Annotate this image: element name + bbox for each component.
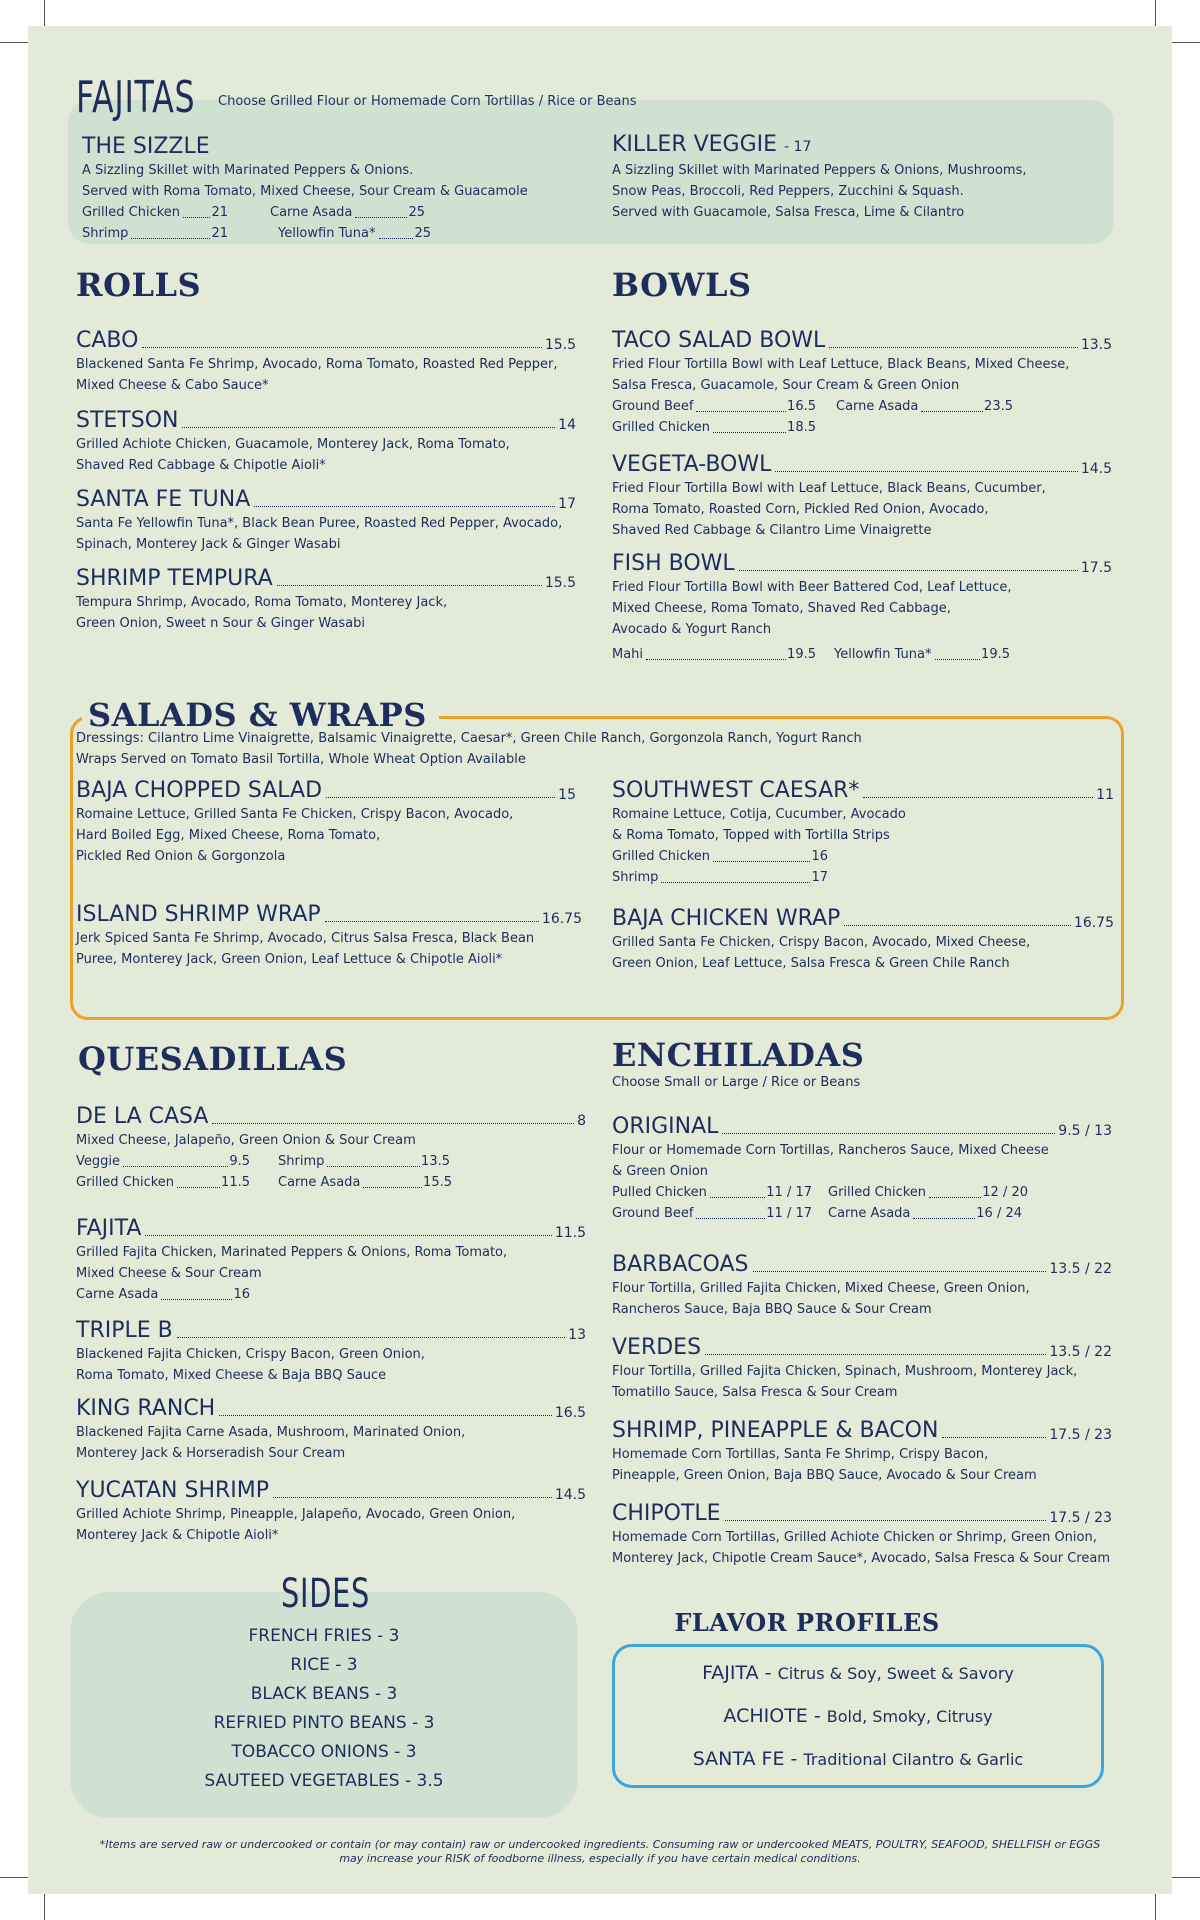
item-price: 13 — [568, 1327, 586, 1343]
item-name: SOUTHWEST CAESAR* — [612, 778, 860, 803]
flavor-item: SANTA FE - Traditional Cilantro & Garlic — [692, 1748, 1024, 1770]
option-row — [612, 846, 1114, 867]
item-description: Shaved Red Cabbage & Cilantro Lime Vinaigrette — [612, 523, 932, 538]
menu-item-king-ranch — [76, 1396, 586, 1464]
item-description: A Sizzling Skillet with Marinated Peppers & Onions, Mushrooms, — [612, 163, 1027, 178]
item-description: Monterey Jack, Chipotle Cream Sauce*, Avocado, Salsa Fresca & Sour Cream — [612, 1551, 1110, 1566]
item-description: Romaine Lettuce, Grilled Santa Fe Chicken, Crispy Bacon, Avocado, — [76, 807, 514, 822]
flavor-item: ACHIOTE - Bold, Smoky, Citrusy — [723, 1705, 993, 1727]
sides-list — [70, 1622, 578, 1796]
item-name: CABO — [76, 328, 139, 353]
item-description: & Roma Tomato, Topped with Tortilla Strips — [612, 828, 890, 843]
item-description: Served with Guacamole, Salsa Fresca, Lime & Cilantro — [612, 205, 965, 220]
item-description: Grilled Fajita Chicken, Marinated Peppers & Onions, Roma Tomato, — [76, 1245, 508, 1260]
option: Grilled Chicken 18.5 — [612, 420, 816, 435]
side-item: REFRIED PINTO BEANS - 3 — [213, 1713, 435, 1733]
item-price: 17.5 / 23 — [1049, 1510, 1112, 1526]
item-description: Homemade Corn Tortillas, Grilled Achiote Chicken or Shrimp, Green Onion, — [612, 1530, 1097, 1545]
item-price: 13.5 — [1080, 337, 1112, 353]
crop-mark — [44, 0, 45, 26]
item-description: Jerk Spiced Santa Fe Shrimp, Avocado, Citrus Salsa Fresca, Black Bean — [76, 931, 535, 946]
item-price: 17.5 / 23 — [1049, 1427, 1112, 1443]
salads-title: SALADS & WRAPS — [82, 696, 439, 734]
menu-item-de-la-casa — [76, 1104, 586, 1193]
item-description: Grilled Santa Fe Chicken, Crispy Bacon, Avocado, Mixed Cheese, — [612, 935, 1031, 950]
item-description: Roma Tomato, Roasted Corn, Pickled Red Onion, Avocado, — [612, 502, 989, 517]
item-description: Grilled Achiote Chicken, Guacamole, Monterey Jack, Roma Tomato, — [76, 437, 510, 452]
item-name: ISLAND SHRIMP WRAP — [76, 902, 321, 927]
menu-item-verdes — [612, 1335, 1112, 1403]
item-description: Roma Tomato, Mixed Cheese & Baja BBQ Sauce — [76, 1368, 387, 1383]
crop-mark — [1155, 0, 1156, 26]
item-name: STETSON — [76, 408, 179, 433]
crop-mark — [1172, 1877, 1200, 1878]
side-item: SAUTEED VEGETABLES - 3.5 — [204, 1771, 444, 1791]
option: Shrimp 21 — [82, 226, 228, 241]
fajitas-subtitle: Choose Grilled Flour or Homemade Corn Tortillas / Rice or Beans — [218, 94, 637, 109]
item-description: Blackened Fajita Chicken, Crispy Bacon, Green Onion, — [76, 1347, 425, 1362]
item-description: Served with Roma Tomato, Mixed Cheese, Sour Cream & Guacamole — [82, 184, 528, 199]
menu-item-chipotle — [612, 1501, 1112, 1569]
item-description: & Green Onion — [612, 1164, 709, 1179]
option: Pulled Chicken 11 / 17 — [612, 1185, 812, 1200]
item-name: TACO SALAD BOWL — [612, 328, 826, 353]
item-name: FAJITA — [76, 1216, 142, 1241]
item-name: VEGETA-BOWL — [612, 452, 772, 477]
option-row — [76, 1284, 586, 1305]
menu-item-baja-chopped-salad — [76, 778, 576, 867]
item-name: SHRIMP TEMPURA — [76, 566, 273, 591]
item-description: Mixed Cheese & Sour Cream — [76, 1266, 262, 1281]
option-row — [612, 1182, 1112, 1203]
menu-item-shrimp-tempura — [76, 566, 576, 634]
item-description: Santa Fe Yellowfin Tuna*, Black Bean Puree, Roasted Red Pepper, Avocado, — [76, 516, 563, 531]
item-price: 15.5 — [544, 575, 576, 591]
item-name: KILLER VEGGIE - 17 — [612, 132, 812, 157]
item-description: Pickled Red Onion & Gorgonzola — [76, 849, 286, 864]
item-name: SHRIMP, PINEAPPLE & BACON — [612, 1418, 939, 1443]
salads-note: Dressings: Cilantro Lime Vinaigrette, Balsamic Vinaigrette, Caesar*, Green Chile Ranch, Gorgonzola Ranch, Yogurt Ranch — [76, 731, 862, 746]
item-description: Mixed Cheese, Jalapeño, Green Onion & Sour Cream — [76, 1133, 416, 1148]
item-name: YUCATAN SHRIMP — [76, 1478, 270, 1503]
item-price: 14.5 — [1080, 461, 1112, 477]
item-name: BAJA CHICKEN WRAP — [612, 906, 841, 931]
side-item: RICE - 3 — [290, 1655, 358, 1675]
option: Yellowfin Tuna* 19.5 — [834, 647, 1010, 662]
menu-item-shrimp-pineapple-bacon — [612, 1418, 1112, 1486]
item-price: 11 — [1096, 787, 1114, 803]
option-row — [612, 867, 1114, 888]
item-name: ORIGINAL — [612, 1114, 719, 1139]
crop-mark — [44, 1894, 45, 1920]
enchiladas-title: ENCHILADAS — [612, 1036, 865, 1074]
item-description: Fried Flour Tortilla Bowl with Beer Battered Cod, Leaf Lettuce, — [612, 580, 1012, 595]
menu-item-vegeta-bowl — [612, 452, 1112, 541]
item-price: 13.5 / 22 — [1049, 1344, 1112, 1360]
item-description: Salsa Fresca, Guacamole, Sour Cream & Green Onion — [612, 378, 960, 393]
side-item: BLACK BEANS - 3 — [250, 1684, 398, 1704]
item-description: Shaved Red Cabbage & Chipotle Aioli* — [76, 458, 326, 473]
item-description: Mixed Cheese, Roma Tomato, Shaved Red Cabbage, — [612, 601, 951, 616]
item-description: Green Onion, Leaf Lettuce, Salsa Fresca & Green Chile Ranch — [612, 956, 1010, 971]
fajitas-title: FAJITAS — [76, 72, 196, 123]
menu-item-baja-chicken-wrap — [612, 906, 1114, 974]
salads-note: Wraps Served on Tomato Basil Tortilla, Whole Wheat Option Available — [76, 752, 526, 767]
item-description: Green Onion, Sweet n Sour & Ginger Wasabi — [76, 616, 365, 631]
item-description: Avocado & Yogurt Ranch — [612, 622, 772, 637]
item-name: TRIPLE B — [76, 1318, 173, 1343]
quesadillas-title: QUESADILLAS — [78, 1040, 348, 1078]
item-price: 11.5 — [554, 1225, 586, 1241]
menu-item-fish-bowl — [612, 551, 1112, 665]
menu-page — [28, 26, 1172, 1894]
item-description: Fried Flour Tortilla Bowl with Leaf Lettuce, Black Beans, Mixed Cheese, — [612, 357, 1070, 372]
item-name: BAJA CHOPPED SALAD — [76, 778, 323, 803]
item-description: Pineapple, Green Onion, Baja BBQ Sauce, Avocado & Sour Cream — [612, 1468, 1037, 1483]
item-description: Monterey Jack & Horseradish Sour Cream — [76, 1446, 346, 1461]
option-row — [82, 202, 542, 223]
footnote-line: *Items are served raw or undercooked or contain (or may contain) raw or undercooked ingredients. Consuming raw or undercooked MEATS, POULTRY, SEAFOOD, SHELLFISH or EGGS — [99, 1838, 1101, 1851]
option: Grilled Chicken 21 — [82, 205, 228, 220]
item-price: 17 — [558, 496, 576, 512]
menu-item-fajita-quesadilla — [76, 1216, 586, 1305]
flavor-item: FAJITA - Citrus & Soy, Sweet & Savory — [702, 1662, 1014, 1684]
option-row — [612, 644, 1112, 665]
menu-item-barbacoas — [612, 1252, 1112, 1320]
menu-item-stetson — [76, 408, 576, 476]
menu-item-triple-b — [76, 1318, 586, 1386]
option: Carne Asada 25 — [270, 205, 425, 220]
option: Shrimp 13.5 — [278, 1154, 450, 1169]
bowls-title: BOWLS — [612, 266, 752, 304]
flavor-title: FLAVOR PROFILES — [674, 1608, 940, 1637]
item-description: Monterey Jack & Chipotle Aioli* — [76, 1528, 279, 1543]
side-item: FRENCH FRIES - 3 — [248, 1626, 400, 1646]
item-description: Romaine Lettuce, Cotija, Cucumber, Avocado — [612, 807, 906, 822]
menu-item-southwest-caesar — [612, 778, 1114, 888]
item-name: DE LA CASA — [76, 1104, 209, 1129]
item-price: 14.5 — [554, 1487, 586, 1503]
item-description: Tempura Shrimp, Avocado, Roma Tomato, Monterey Jack, — [76, 595, 448, 610]
menu-item-santa-fe-tuna — [76, 487, 576, 555]
menu-item-original — [612, 1114, 1112, 1224]
option-row — [612, 1203, 1112, 1224]
sides-title: SIDES — [281, 1571, 371, 1617]
item-name: VERDES — [612, 1335, 702, 1360]
item-price: 9.5 / 13 — [1058, 1123, 1112, 1139]
crop-mark — [0, 42, 28, 43]
option: Grilled Chicken 16 — [612, 849, 828, 864]
item-name: FISH BOWL — [612, 551, 735, 576]
footnote — [28, 1838, 1172, 1866]
item-description: Fried Flour Tortilla Bowl with Leaf Lettuce, Black Beans, Cucumber, — [612, 481, 1046, 496]
item-description: A Sizzling Skillet with Marinated Peppers & Onions. — [82, 163, 414, 178]
item-description: Flour Tortilla, Grilled Fajita Chicken, Mixed Cheese, Green Onion, — [612, 1281, 1030, 1296]
item-name: KING RANCH — [76, 1396, 216, 1421]
item-price: 8 — [577, 1113, 586, 1129]
flavor-list — [612, 1652, 1104, 1781]
item-description: Flour or Homemade Corn Tortillas, Rancheros Sauce, Mixed Cheese — [612, 1143, 1049, 1158]
item-description: Blackened Santa Fe Shrimp, Avocado, Roma Tomato, Roasted Red Pepper, — [76, 357, 558, 372]
item-description: Mixed Cheese & Cabo Sauce* — [76, 378, 269, 393]
item-price: 13.5 / 22 — [1049, 1261, 1112, 1277]
item-price: 16.75 — [1073, 915, 1114, 931]
item-description: Flour Tortilla, Grilled Fajita Chicken, Spinach, Mushroom, Monterey Jack, — [612, 1364, 1078, 1379]
item-name: THE SIZZLE — [82, 134, 210, 159]
item-description: Blackened Fajita Carne Asada, Mushroom, Marinated Onion, — [76, 1425, 466, 1440]
menu-item-killer-veggie — [612, 132, 1112, 223]
option: Ground Beef 11 / 17 — [612, 1206, 812, 1221]
menu-item-cabo — [76, 328, 576, 396]
option: Mahi 19.5 — [612, 647, 816, 662]
option: Yellowfin Tuna* 25 — [278, 226, 431, 241]
option: Veggie 9.5 — [76, 1154, 250, 1169]
option: Carne Asada 16 / 24 — [828, 1206, 1022, 1221]
menu-item-the-sizzle — [82, 134, 542, 244]
option: Grilled Chicken 11.5 — [76, 1175, 250, 1190]
option: Carne Asada 23.5 — [836, 399, 1013, 414]
option: Carne Asada 16 — [76, 1287, 250, 1302]
menu-item-island-shrimp-wrap — [76, 902, 582, 970]
side-item: TOBACCO ONIONS - 3 — [231, 1742, 417, 1762]
item-name: SANTA FE TUNA — [76, 487, 251, 512]
option-row — [612, 396, 1112, 417]
item-description: Spinach, Monterey Jack & Ginger Wasabi — [76, 537, 341, 552]
crop-mark — [0, 1877, 28, 1878]
footnote-line: may increase your RISK of foodborne illness, especially if you have certain medical conditions. — [339, 1852, 861, 1865]
option-row — [76, 1172, 586, 1193]
item-description: Rancheros Sauce, Baja BBQ Sauce & Sour Cream — [612, 1302, 932, 1317]
item-description: Puree, Monterey Jack, Green Onion, Leaf Lettuce & Chipotle Aioli* — [76, 952, 503, 967]
menu-item-taco-salad-bowl — [612, 328, 1112, 438]
crop-mark — [1155, 1894, 1156, 1920]
option-row — [612, 417, 1112, 438]
item-price: 15 — [558, 787, 576, 803]
item-description: Grilled Achiote Shrimp, Pineapple, Jalapeño, Avocado, Green Onion, — [76, 1507, 516, 1522]
item-name: CHIPOTLE — [612, 1501, 721, 1526]
item-description: Tomatillo Sauce, Salsa Fresca & Sour Cream — [612, 1385, 898, 1400]
crop-mark — [1172, 42, 1200, 43]
enchiladas-subtitle: Choose Small or Large / Rice or Beans — [612, 1075, 861, 1090]
option: Carne Asada 15.5 — [278, 1175, 452, 1190]
item-price: 14 — [558, 417, 576, 433]
rolls-title: ROLLS — [76, 266, 202, 304]
item-price: 15.5 — [544, 337, 576, 353]
option-row — [82, 223, 542, 244]
option: Shrimp 17 — [612, 870, 828, 885]
option: Grilled Chicken 12 / 20 — [828, 1185, 1028, 1200]
item-name: BARBACOAS — [612, 1252, 749, 1277]
option-row — [76, 1151, 586, 1172]
item-price: 16.5 — [554, 1405, 586, 1421]
item-description: Homemade Corn Tortillas, Santa Fe Shrimp, Crispy Bacon, — [612, 1447, 989, 1462]
option: Ground Beef 16.5 — [612, 399, 816, 414]
menu-item-yucatan-shrimp — [76, 1478, 586, 1546]
item-description: Hard Boiled Egg, Mixed Cheese, Roma Tomato, — [76, 828, 381, 843]
item-description: Snow Peas, Broccoli, Red Peppers, Zucchini & Squash. — [612, 184, 964, 199]
item-price: 17.5 — [1080, 560, 1112, 576]
item-price: 16.75 — [541, 911, 582, 927]
